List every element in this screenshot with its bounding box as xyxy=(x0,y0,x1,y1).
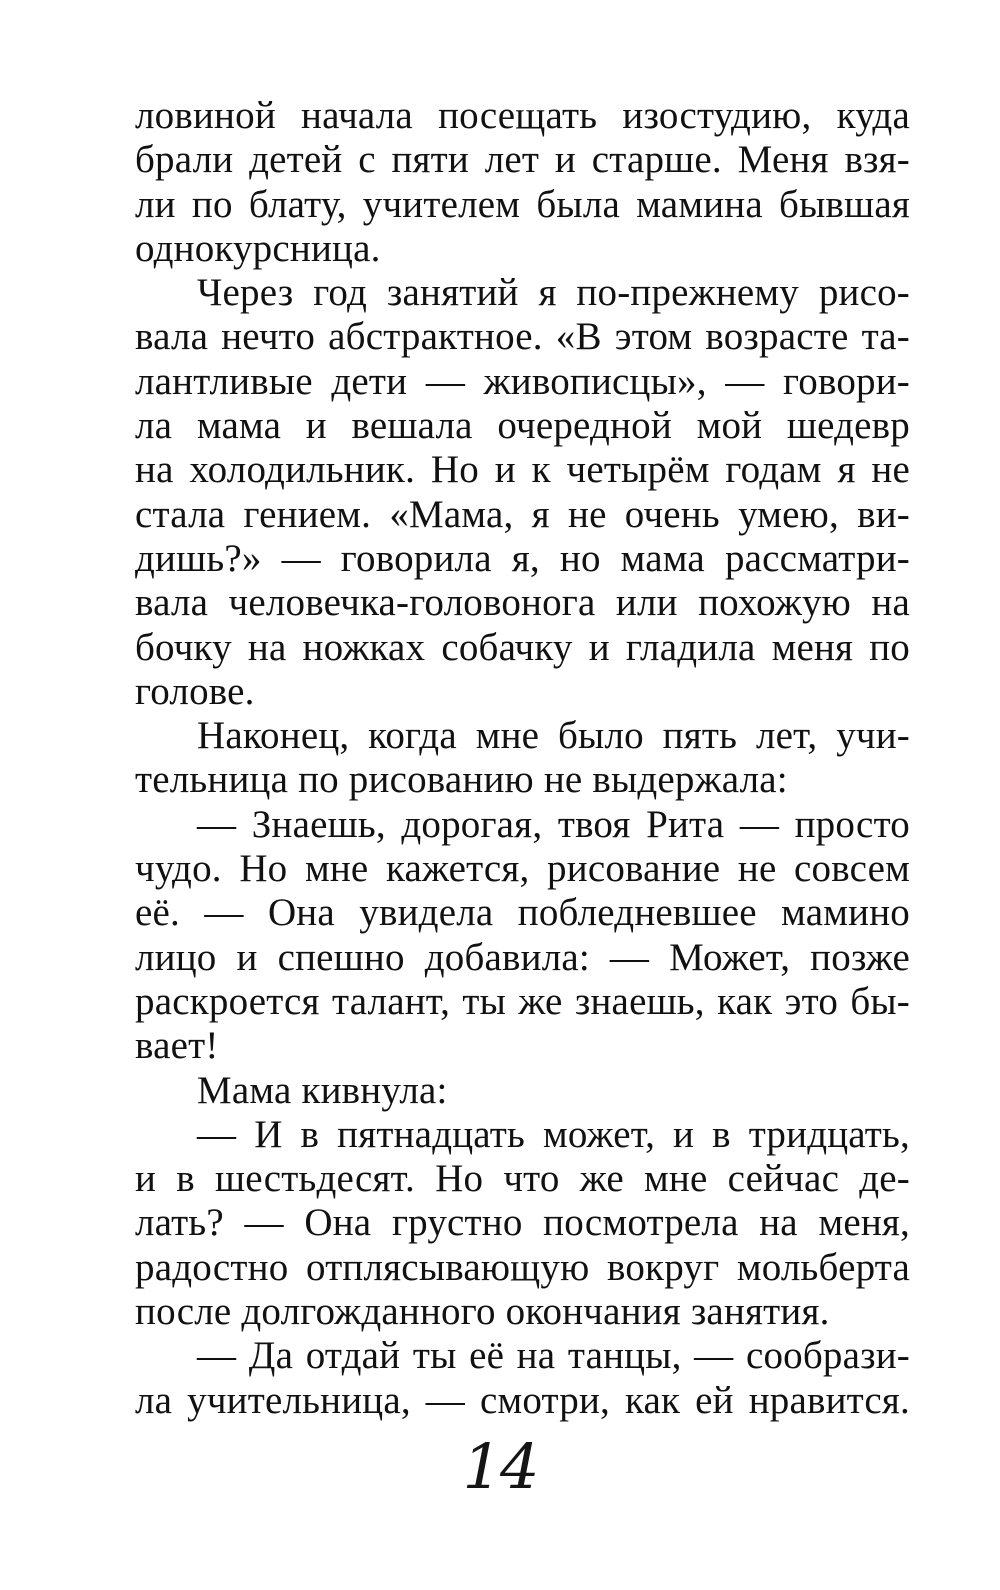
text-line-19: её. — Она увидела побледневшее мамино xyxy=(135,891,910,935)
text-line-9: на холодильник. Но и к четырём годам я не xyxy=(135,448,910,492)
text-line-10: стала гением. «Мама, я не очень умею, ви- xyxy=(135,492,910,536)
text-line-21: раскроется талант, ты же знаешь, как это бы- xyxy=(135,979,910,1023)
text-line-17: — Знаешь, дорогая, твоя Рита — просто xyxy=(197,802,910,846)
text-line-12: вала человечка-головонога или похожую на xyxy=(135,581,910,625)
text-line-13: бочку на ножках собачку и гладила меня по xyxy=(135,625,910,669)
body-text xyxy=(135,94,910,1423)
text-line-26: лать? — Она грустно посмотрела на меня, xyxy=(135,1201,910,1245)
text-line-15: Наконец, когда мне было пять лет, учи- xyxy=(197,714,910,758)
text-line-29: — Да отдай ты её на танцы, — сообрази- xyxy=(197,1334,910,1378)
text-line-14: голове. xyxy=(135,669,255,713)
text-line-2: брали детей с пяти лет и старше. Меня взя- xyxy=(135,138,910,182)
text-line-3: ли по блату, учителем была мамина бывшая xyxy=(135,182,910,226)
text-line-16: тельница по рисованию не выдержала: xyxy=(135,758,788,802)
text-line-5: Через год занятий я по-прежнему рисо- xyxy=(197,271,910,315)
text-line-1: ловиной начала посещать изостудию, куда xyxy=(135,94,910,137)
text-line-25: и в шестьдесят. Но что же мне сейчас де- xyxy=(135,1157,910,1201)
text-line-28: после долгожданного окончания занятия. xyxy=(135,1290,830,1334)
text-line-27: радостно отплясывающую вокруг мольберта xyxy=(135,1245,910,1289)
text-line-7: лантливые дети — живописцы», — говори- xyxy=(135,359,910,403)
text-line-8: ла мама и вешала очередной мой шедевр xyxy=(135,404,910,448)
text-line-6: вала нечто абстрактное. «В этом возрасте та- xyxy=(135,315,910,359)
text-line-24: — И в пятнадцать может, и в тридцать, xyxy=(197,1112,910,1156)
text-line-23: Мама кивнула: xyxy=(197,1068,448,1112)
text-line-11: дишь?» — говорила я, но мама рассматри- xyxy=(135,536,910,580)
text-line-22: вает! xyxy=(135,1024,219,1068)
page-number: 14 xyxy=(462,1430,538,1503)
text-line-30: ла учительница, — смотри, как ей нравится. xyxy=(135,1378,910,1422)
text-line-20: лицо и спешно добавила: — Может, позже xyxy=(135,935,910,979)
text-line-18: чудо. Но мне кажется, рисование не совсем xyxy=(135,847,910,891)
text-line-4: однокурсница. xyxy=(135,226,381,270)
